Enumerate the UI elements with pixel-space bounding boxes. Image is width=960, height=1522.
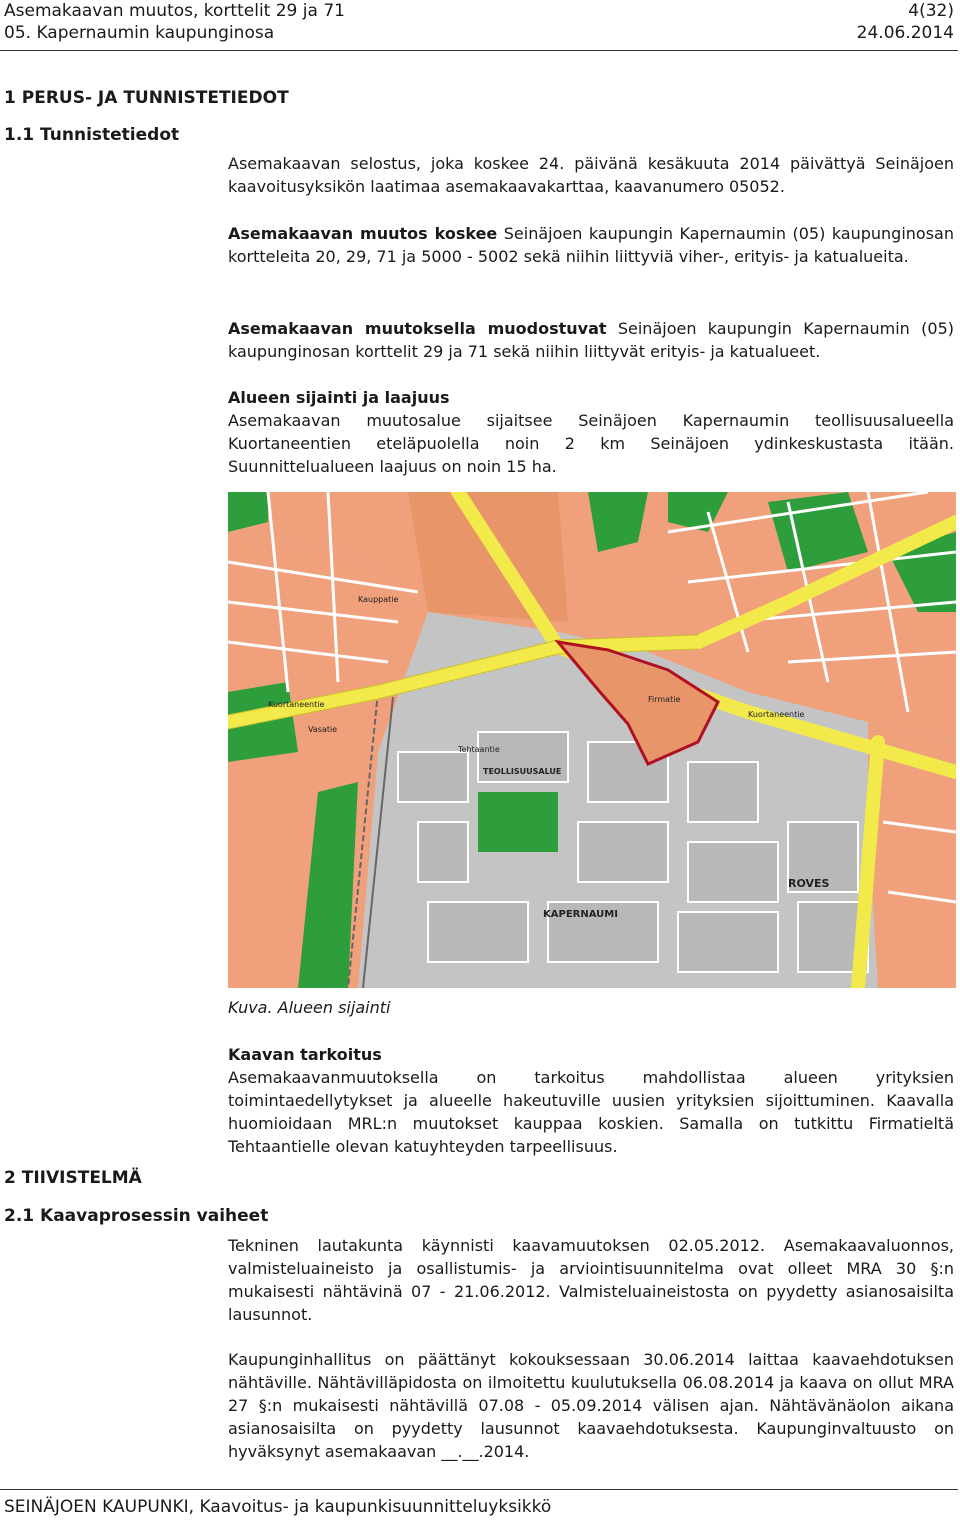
paragraph-process-start: Tekninen lautakunta käynnisti kaavamuutoksen 02.05.2012. Asemakaavaluonnos, valmisteluaineisto ja osallistumis- ja arviointisuunnitelma ovat olleet MRA 30 §:n mukaisesti nähtävinä 07 - 21.06.2012. Valmisteluaineistosta on pyydetty asianosaisilta lausunnot. bbox=[228, 1236, 954, 1324]
location-heading: Alueen sijainti ja laajuus bbox=[228, 388, 450, 407]
paragraph-change-forms: Asemakaavan muutoksella muodostuvat Seinäjoen kaupungin Kapernaumin (05) kaupunginosan korttelit 29 ja 71 sekä niihin liittyvät erityis- ja katualueet. bbox=[228, 319, 954, 361]
subsection-heading-2-1: 2.1 Kaavaprosessin vaiheet bbox=[4, 1206, 269, 1226]
paragraph-change-concerns: Asemakaavan muutos koskee Seinäjoen kaupungin Kapernaumin (05) kaupunginosan kortteleita 20, 29, 71 ja 5000 - 5002 sekä niihin liittyviä viher-, erityis- ja katualueita. bbox=[228, 224, 954, 266]
subsection-heading-1-1: 1.1 Tunnistetiedot bbox=[4, 125, 180, 145]
map-label-firmatie: Firmatie bbox=[648, 695, 681, 704]
page-number: 4(32) bbox=[908, 1, 954, 21]
header-right bbox=[857, 0, 954, 44]
map-label-kuortaneentie-east: Kuortaneentie bbox=[748, 710, 805, 719]
purpose-heading: Kaavan tarkoitus bbox=[228, 1045, 382, 1064]
map-label-kuortaneentie-west: Kuortaneentie bbox=[268, 700, 325, 709]
header-rule bbox=[0, 50, 958, 51]
map-label-vasatie: Vasatie bbox=[308, 725, 338, 734]
footer-rule bbox=[0, 1489, 958, 1490]
header-date: 24.06.2014 bbox=[856, 23, 954, 43]
section-heading-2: 2 TIIVISTELMÄ bbox=[4, 1168, 142, 1188]
paragraph-process-proposal: Kaupunginhallitus on päättänyt kokouksessaan 30.06.2014 laittaa kaavaehdotuksen nähtäville. Nähtävilläpidosta on ilmoitettu kuulutuksella 06.08.2014 ja kaava on ollut MRA 27 §:n mukaisesti nähtävillä 07.08 - 05.09.2014 välisen ajan. Nähtävänäolon aikana asianosaisilta on pyydetty lausunnot kaavaehdotuksesta. Kaupunginvaltuusto on hyväksynyt asemakaavan __.__.2014. bbox=[228, 1350, 954, 1461]
footer-text: SEINÄJOEN KAUPUNKI, Kaavoitus- ja kaupunkisuunnitteluyksikkö bbox=[4, 1497, 552, 1517]
paragraph-identification: Asemakaavan selostus, joka koskee 24. päivänä kesäkuuta 2014 päivättyä Seinäjoen kaavoitusyksikön laatimaa asemakaavakarttaa, kaavanumero 05052. bbox=[228, 154, 954, 196]
header-subtitle: 05. Kapernaumin kaupunginosa bbox=[4, 23, 275, 43]
map-caption: Kuva. Alueen sijainti bbox=[228, 998, 391, 1017]
map-label-roves: ROVES bbox=[788, 877, 830, 890]
section-heading-1: 1 PERUS- JA TUNNISTETIEDOT bbox=[4, 88, 289, 108]
map-label-tehtaantie: Tehtaantie bbox=[458, 745, 500, 754]
map-label-kapernaumi: KAPERNAUMI bbox=[543, 909, 618, 920]
location-map bbox=[228, 492, 956, 988]
header-left bbox=[4, 0, 345, 44]
paragraph-purpose: Kaavan tarkoitus Asemakaavanmuutoksella on tarkoitus mahdollistaa alueen yrityksien toimintaedellytykset ja alueelle hakeutuville uusien yrityksien sijoittuminen. Kaavalla huomioidaan MRL:n muutokset kauppaa koskien. Samalla on tutkittu Firmatieltä Tehtaantielle olevan katuyhteyden tarpeellisuus. bbox=[228, 1045, 954, 1156]
map-label-teollisuusalue: TEOLLISUUSALUE bbox=[483, 767, 562, 776]
header-title: Asemakaavan muutos, korttelit 29 ja 71 bbox=[4, 1, 345, 21]
paragraph-location: Alueen sijainti ja laajuus Asemakaavan muutosalue sijaitsee Seinäjoen Kapernaumin teollisuusalueella Kuortaneentien eteläpuolella noin 2 km Seinäjoen ydinkeskustasta itään. Suunnittelualueen laajuus on noin 15 ha. bbox=[228, 388, 954, 476]
map-label-kauppatie: Kauppatie bbox=[358, 595, 399, 604]
